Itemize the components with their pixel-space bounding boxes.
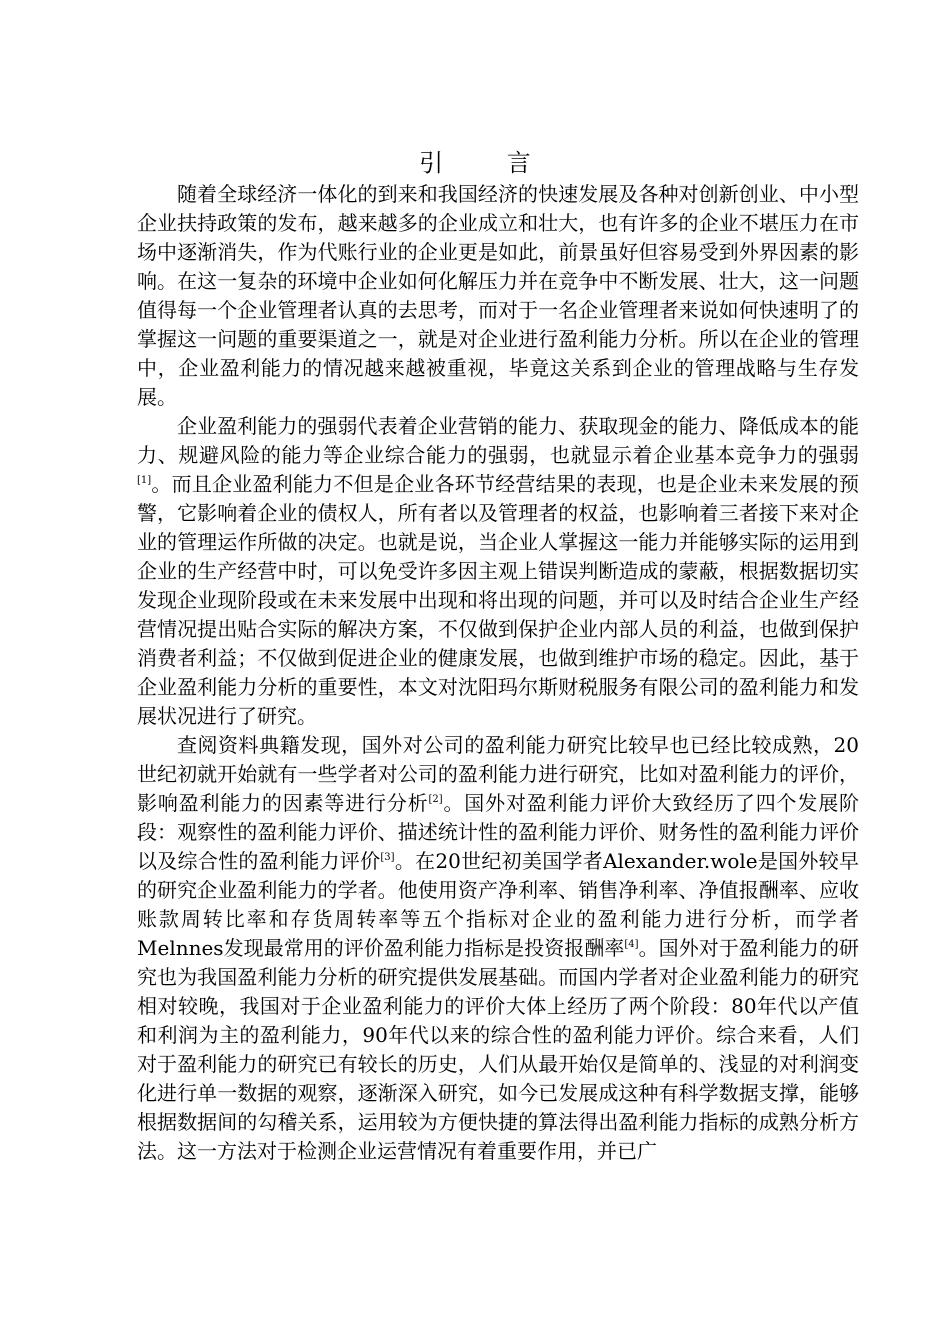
paragraph-text: 企业盈利能力的强弱代表着企业营销的能力、获取现金的能力、降低成本的能力、规避风险的能力等企业综合能力的强弱，也就显示着企业基本竞争力的强弱 (137, 414, 859, 467)
citation-ref: [4] (624, 939, 639, 950)
paragraph-2 (137, 412, 859, 731)
paragraph-text: 随着全球经济一体化的到来和我国经济的快速发展及各种对创新创业、中小型企业扶持政策的发布，越来越多的企业成立和壮大，也有许多的企业不堪压力在市场中逐渐消失，作为代账行业的企业更是如此，前景虽好但容易受到外界因素的影响。在这一复杂的环境中企业如何化解压力并在竞争中不断发展、壮大，这一问题值得每一个企业管理者认真的去思考，而对于一名企业管理者来说如何快速明了的掌握这一问题的重要渠道之一，就是对企业进行盈利能力分析。所以在企业的管理中，企业盈利能力的情况越来越被重视，毕竟这关系到企业的管理战略与生存发展。 (137, 182, 859, 409)
body-text (137, 180, 859, 1166)
paragraph-text: 。国外对盈利能力评价大致经历了四个发展阶段：观察性的盈利能力评价、描述统计性的盈利能力评价、财务性的盈利能力评价以及综合性的盈利能力评价 (137, 791, 860, 873)
paragraph-3 (137, 731, 859, 1166)
paragraph-1 (137, 180, 859, 412)
citation-ref: [1] (137, 475, 152, 486)
paragraph-text: 。而且企业盈利能力不但是企业各环节经营结果的表现，也是企业未来发展的预警，它影响着企业的债权人，所有者以及管理者的权益，也影响着三者接下来对企业的管理运作所做的决定。也就是说，当企业人掌握这一能力并能够实际的运用到企业的生产经营中时，可以免受许多因主观上错误判断造成的蒙蔽，根据数据切实发现企业现阶段或在未来发展中出现和将出现的问题，并可以及时结合企业生产经营情况提出贴合实际的解决方案，不仅做到保护企业内部人员的利益，也做到保护消费者利益；不仅做到促进企业的健康发展，也做到维护市场的稳定。因此，基于企业盈利能力分析的重要性，本文对沈阳玛尔斯财税服务有限公司的盈利能力和发展状况进行了研究。 (137, 472, 859, 728)
citation-ref: [3] (380, 852, 395, 863)
paragraph-text: 查阅资料典籍发现，国外对公司的盈利能力研究比较早也已经比较成熟，20世纪初就开始就有一些学者对公司的盈利能力进行研究，比如对盈利能力的评价，影响盈利能力的因素等进行分析 (137, 733, 859, 815)
paragraph-text: 。国外对于盈利能力的研究也为我国盈利能力分析的研究提供发展基础。而国内学者对企业盈利能力的研究相对较晚，我国对于企业盈利能力的评价大体上经历了两个阶段：80年代以产值和利润为主的盈利能力，90年代以来的综合性的盈利能力评价。综合来看，人们对于盈利能力的研究已有较长的历史，人们从最开始仅是简单的、浅显的对利润变化进行单一数据的观察，逐渐深入研究，如今已发展成这种有科学数据支撑，能够根据数据间的勾稽关系，运用较为方便快捷的算法得出盈利能力指标的成熟分析方法。这一方法对于检测企业运营情况有着重要作用，并已广 (137, 936, 860, 1163)
section-title: 引 言 (419, 149, 559, 177)
paragraph-text: 。在20世纪初美国学者Alexander.wole是国外较早的研究企业盈利能力的学者。他使用资产净利率、销售净利率、净值报酬率、应收账款周转比率和存货周转率等五个指标对企业的盈利能力进行分析，而学者Melnnes发现最常用的评价盈利能力指标是投资报酬率 (137, 849, 859, 960)
citation-ref: [2] (428, 794, 443, 805)
